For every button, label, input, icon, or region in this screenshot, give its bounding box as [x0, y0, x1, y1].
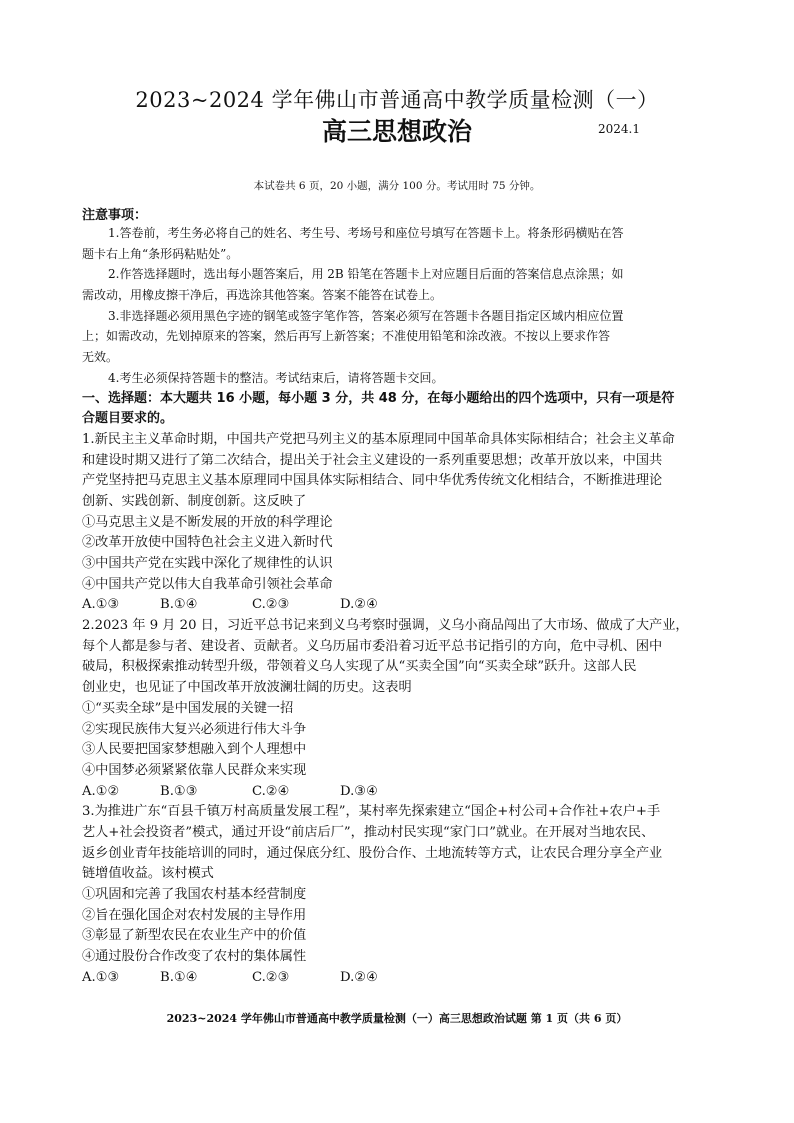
exam-body	[82, 223, 722, 988]
answer-a: A.①②	[82, 783, 120, 799]
answer-choices	[82, 595, 722, 616]
answer-a: A.①③	[82, 969, 120, 985]
stem-line: 创新、实践创新、制度创新。这反映了	[82, 493, 307, 509]
stem-line: 链增值收益。该村模式	[82, 866, 214, 882]
stem-line: 创业史，也见证了中国改革开放波澜壮阔的历史。这表明	[82, 680, 412, 696]
stem-line: 每个人都是参与者、建设者、贡献者。义乌历届市委沿着习近平总书记指引的方向，危中寻机、困中	[82, 638, 663, 654]
option-statement: ④通过股份合作改变了农村的集体属性	[82, 949, 307, 965]
stem-line: 产党坚持把马克思主义基本原理同中国具体实际相结合、同中华优秀传统文化相结合，不断推进理论	[82, 473, 663, 489]
exam-subject: 高三思想政治	[321, 117, 472, 146]
notice-item	[82, 306, 722, 368]
notice-item	[82, 264, 722, 305]
answer-c: C.②③	[252, 597, 290, 613]
answer-choices	[82, 968, 722, 989]
notice-title: 注意事项：	[82, 208, 148, 223]
stem-line: 和建设时期又进行了第二次结合，提出关于社会主义建设的一系列重要思想；改革开放以来，中国共	[82, 452, 663, 468]
text-line: 3.非选择题必须用黑色字迹的钢笔或签字笔作答，答案必须写在答题卡各题目指定区域内相应位置	[108, 308, 624, 323]
option-statement: ①马克思主义是不断发展的开放的科学理论	[82, 514, 333, 530]
option-statement: ①“买卖全球”是中国发展的关键一招	[82, 700, 294, 716]
text-line: 无效。	[82, 350, 119, 365]
text-line: 题卡右上角“条形码粘贴处”。	[82, 246, 239, 261]
question-2	[82, 616, 722, 802]
option-statement: ③人民要把国家梦想融入到个人理想中	[82, 742, 307, 758]
option-statement: ④中国共产党以伟大自我革命引领社会革命	[82, 576, 333, 592]
stem-line: 艺人+社会投资者”模式，通过开设“前店后厂”，推动村民实现“家门口”就业。在开展对当地农民、	[82, 824, 655, 840]
question-1	[82, 430, 722, 616]
exam-date: 2024.1	[598, 122, 640, 136]
stem-line: 返乡创业青年技能培训的同时，通过保底分红、股份合作、土地流转等方式，让农民合理分享全产业	[82, 845, 663, 861]
stem-line: 1.新民主主义革命时期，中国共产党把马列主义的基本原理同中国革命具体实际相结合；社会主义革命	[82, 431, 675, 447]
answer-b: B.①③	[160, 783, 198, 799]
answer-c: C.②④	[252, 783, 290, 799]
stem-line: 破局，积极探索推动转型升级，带领着义乌人实现了从“买卖全国”向“买卖全球”跃升。这部人民	[82, 659, 637, 675]
page-footer: 2023~2024 学年佛山市普通高中教学质量检测（一）高三思想政治试题 第 1 页（共 6 页）	[166, 1012, 628, 1025]
answer-d: D.③④	[340, 783, 378, 799]
text-line: 上；如需改动，先划掉原来的答案，然后再写上新答案；不准使用铅笔和涂改液。不按以上要求作答	[82, 329, 611, 344]
text-line: 4.考生必须保持答题卡的整洁。考试结束后，请将答题卡交回。	[108, 370, 444, 385]
option-statement: ③中国共产党在实践中深化了规律性的认识	[82, 556, 333, 571]
option-statement: ③彰显了新型农民在农业生产中的价值	[82, 928, 307, 944]
answer-d: D.②④	[340, 597, 378, 613]
exam-title: 2023~2024 学年佛山市普通高中教学质量检测（一）	[135, 88, 659, 112]
text-line: 合题目要求的。	[82, 411, 174, 427]
option-statement: ①巩固和完善了我国农村基本经营制度	[82, 887, 307, 902]
question-3	[82, 802, 722, 988]
answer-a: A.①③	[82, 597, 120, 613]
text-line: 2.作答选择题时，选出每小题答案后，用 2B 铅笔在答题卡上对应题目后面的答案信息点涂黑；如	[108, 267, 624, 282]
text-line: 一、选择题：本大题共 16 小题，每小题 3 分，共 48 分，在每小题给出的四个选项中，只有一项是符	[82, 390, 675, 406]
section-heading	[82, 389, 722, 430]
notice-item	[82, 223, 722, 264]
option-statement: ②实现民族伟大复兴必须进行伟大斗争	[82, 721, 307, 737]
stem-line: 2.2023 年 9 月 20 日，习近平总书记来到义乌考察时强调，义乌小商品闯出了大市场、做成了大产业，	[82, 618, 689, 634]
text-line: 1.答卷前，考生务必将自己的姓名、考生号、考场号和座位号填写在答题卡上。将条形码横贴在答	[108, 226, 624, 240]
answer-b: B.①④	[160, 597, 198, 613]
exam-info: 本试卷共 6 页，20 小题，满分 100 分。考试用时 75 分钟。	[253, 180, 541, 192]
stem-line: 3.为推进广东“百县千镇万村高质量发展工程”，某村率先探索建立“国企+村公司+合作社+农户+手	[82, 804, 661, 820]
option-statement: ②改革开放使中国特色社会主义进入新时代	[82, 535, 333, 551]
option-statement: ②旨在强化国企对农村发展的主导作用	[82, 907, 307, 923]
notice-item	[82, 368, 722, 389]
option-statement: ④中国梦必须紧紧依靠人民群众来实现	[82, 762, 307, 778]
answer-b: B.①④	[160, 969, 198, 985]
answer-d: D.②④	[340, 969, 378, 985]
answer-c: C.②③	[252, 969, 290, 985]
text-line: 需改动，用橡皮擦干净后，再选涂其他答案。答案不能答在试卷上。	[82, 288, 443, 303]
answer-choices	[82, 782, 722, 803]
